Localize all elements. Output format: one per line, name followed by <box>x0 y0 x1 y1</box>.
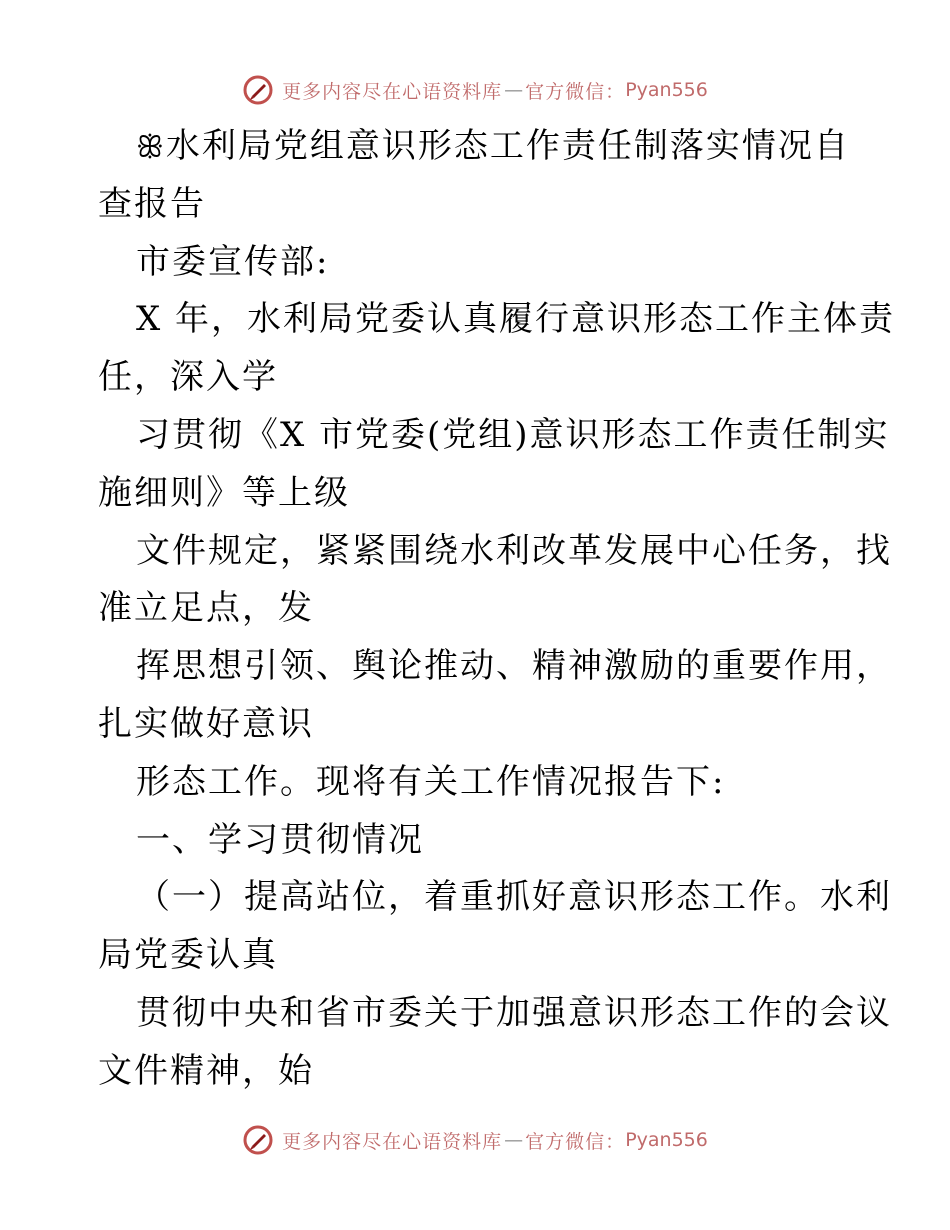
document-title-line <box>98 118 858 176</box>
document-line-text: 局党委认真 <box>98 935 278 976</box>
document-line <box>98 465 858 523</box>
document-line-text: 文件规定，紧紧围绕水利改革发展中心任务，找 <box>136 530 892 571</box>
document-line <box>98 407 890 465</box>
document-line <box>98 523 892 581</box>
flower-ornament-icon: ꕥ <box>136 130 166 165</box>
pen-logo-icon <box>242 1124 274 1156</box>
watermark-main-text: 更多内容尽在心语资料库 <box>282 80 503 103</box>
document-line-text: 施细则》等上级 <box>98 472 350 513</box>
document-body <box>98 118 896 1101</box>
document-line-text: 查报告 <box>98 183 206 224</box>
document-line-text: 文件精神，始 <box>98 1050 314 1091</box>
watermark-handle: Pyan556 <box>625 79 708 101</box>
document-line <box>98 927 858 985</box>
document-line-text: 扎实做好意识 <box>98 703 314 744</box>
document-line <box>98 638 892 696</box>
document-line <box>98 349 858 407</box>
document-line-text: X 年，水利局党委认真履行意识形态工作主体责 <box>136 299 896 340</box>
document-line-text: （一）提高站位，着重抓好意识形态工作。水利 <box>136 877 892 918</box>
document-line-text: 贯彻中央和省市委关于加强意识形态工作的会议 <box>136 992 892 1033</box>
document-line <box>98 234 858 292</box>
watermark-footer <box>0 1120 950 1160</box>
document-line <box>98 754 858 812</box>
document-line <box>98 985 892 1043</box>
watermark-main-text: 更多内容尽在心语资料库 <box>282 1130 503 1153</box>
document-line <box>98 869 892 927</box>
pen-logo-icon <box>242 74 274 106</box>
document-line-text: 水利局党组意识形态工作责任制落实情况自 <box>165 126 850 166</box>
document-line-text: 准立足点，发 <box>98 588 314 629</box>
document-line <box>98 696 858 754</box>
watermark-dash: — <box>504 1129 524 1151</box>
document-line-text: 形态工作。现将有关工作情况报告下: <box>136 761 726 802</box>
document-line <box>98 291 896 349</box>
document-line-text: 一、学习贯彻情况 <box>136 819 424 860</box>
document-line <box>98 580 858 638</box>
watermark-handle: Pyan556 <box>625 1129 708 1151</box>
document-line-text: 任，深入学 <box>98 357 278 398</box>
document-line <box>98 812 858 870</box>
document-line-text: 挥思想引领、舆论推动、精神激励的重要作用， <box>136 646 892 687</box>
watermark-dash: — <box>504 79 524 101</box>
document-line-text: 习贯彻《X 市党委(党组)意识形态工作责任制实 <box>136 414 890 455</box>
document-line <box>98 176 858 234</box>
document-line-text: 市委宣传部: <box>136 241 330 282</box>
document-line <box>98 1043 858 1101</box>
watermark-official-text: 官方微信： <box>525 80 626 103</box>
watermark-header <box>0 70 950 110</box>
watermark-official-text: 官方微信： <box>525 1130 626 1153</box>
